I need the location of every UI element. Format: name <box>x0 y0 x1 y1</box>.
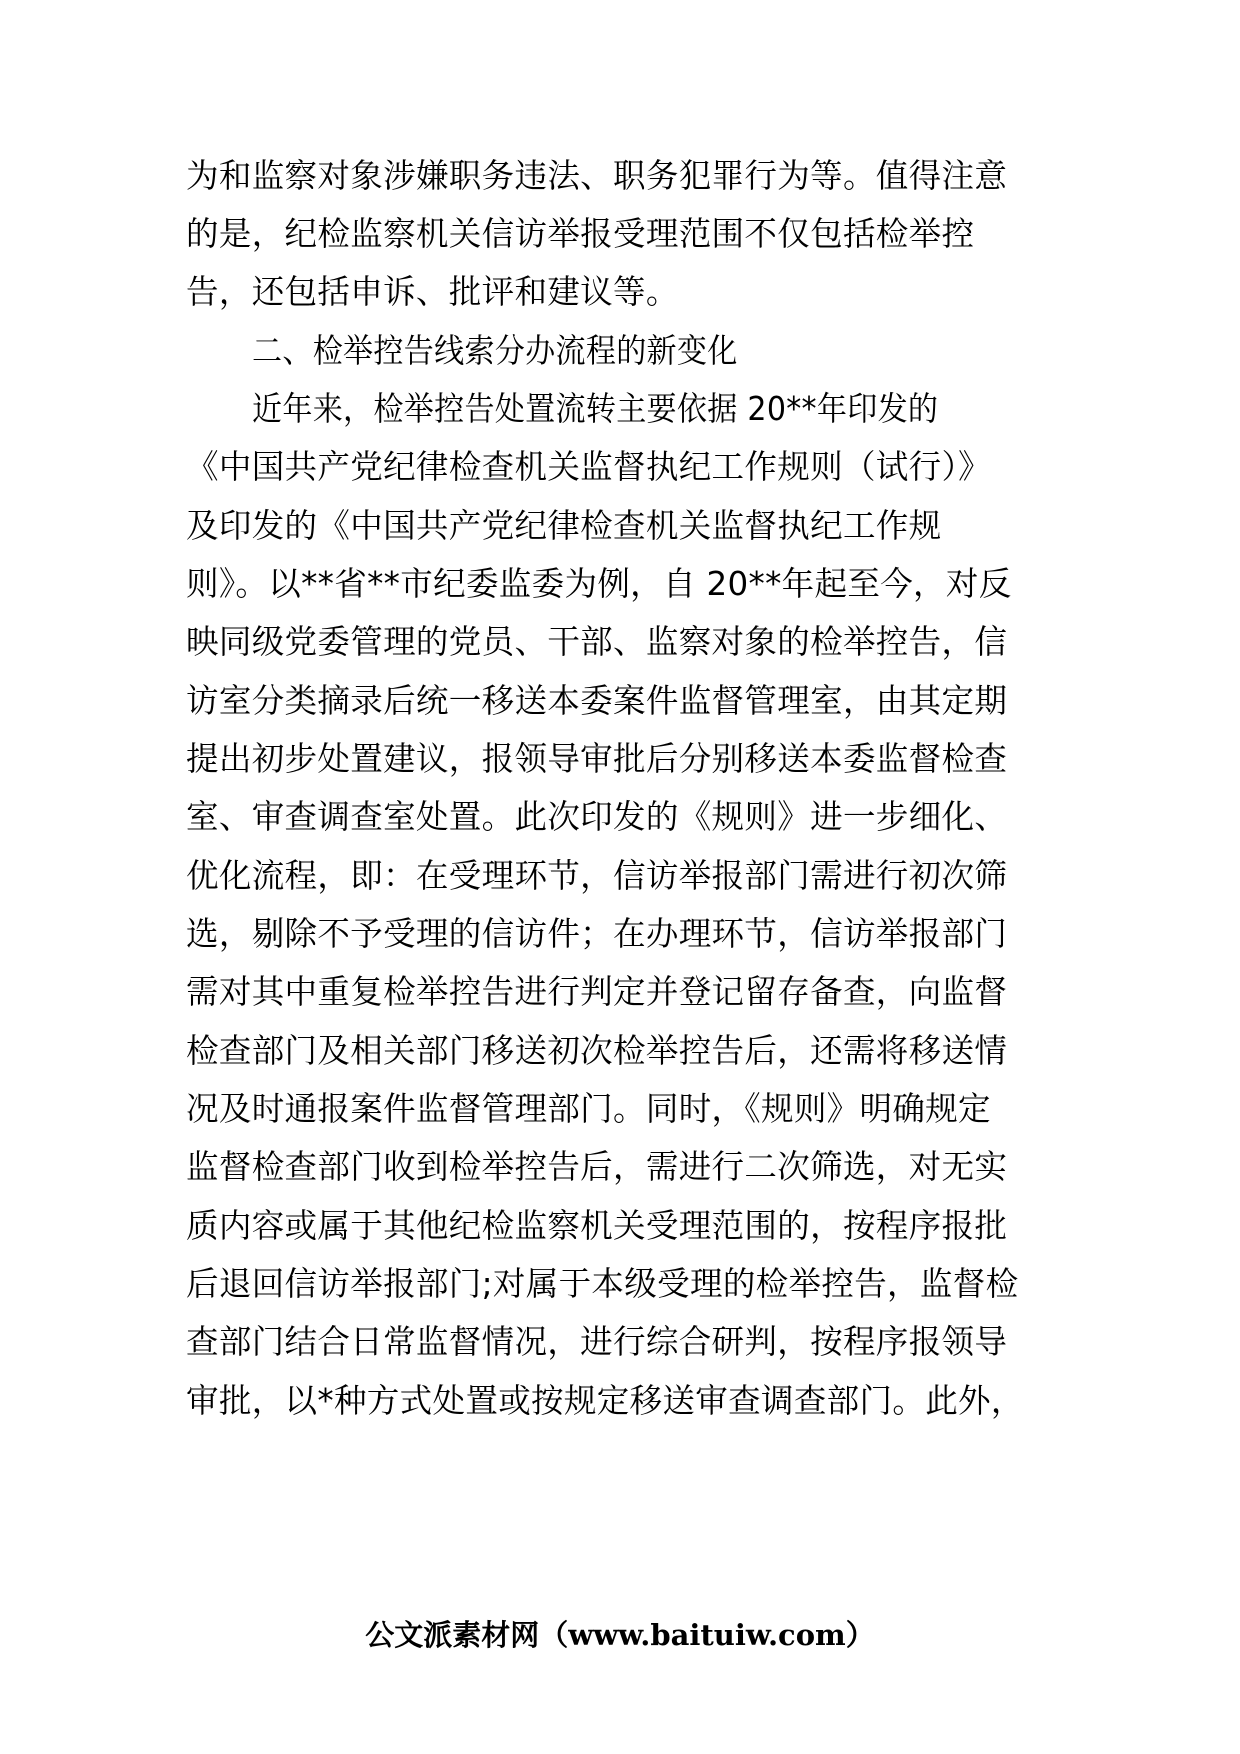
text-line: 近年来，检举控告处置流转主要依据 20**年印发的 <box>252 389 939 428</box>
text-line: 提出初步处置建议，报领导审批后分别移送本委监督检查 <box>186 739 1008 778</box>
text-line: 审批，以*种方式处置或按规定移送审查调查部门。此外， <box>186 1381 1024 1420</box>
text-line: 后退回信访举报部门;对属于本级受理的检举控告，监督检 <box>186 1264 1019 1303</box>
text-line: 选，剔除不予受理的信访件；在办理环节，信访举报部门 <box>186 914 1008 953</box>
text-line: 及印发的《中国共产党纪律检查机关监督执纪工作规 <box>186 506 942 545</box>
text-line: 监督检查部门收到检举控告后，需进行二次筛选，对无实 <box>186 1147 1008 1186</box>
text-line: 室、审查调查室处置。此次印发的《规则》进一步细化、 <box>186 797 1008 836</box>
text-line: 则》。以**省**市纪委监委为例，自 20**年起至今，对反 <box>186 564 1012 603</box>
text-line: 告，还包括申诉、批评和建议等。 <box>186 272 679 311</box>
text-line: 优化流程，即：在受理环节，信访举报部门需进行初次筛 <box>186 856 1008 895</box>
text-line: 况及时通报案件监督管理部门。同时，《规则》明确规定 <box>186 1089 991 1128</box>
section-heading: 二、检举控告线索分办流程的新变化 <box>252 331 738 370</box>
text-line: 需对其中重复检举控告进行判定并登记留存备查，向监督 <box>186 972 1008 1011</box>
text-line: 为和监察对象涉嫌职务违法、职务犯罪行为等。值得注意 <box>186 156 1008 195</box>
text-line: 检查部门及相关部门移送初次检举控告后，还需将移送情 <box>186 1031 1008 1070</box>
text-line: 查部门结合日常监督情况，进行综合研判，按程序报领导 <box>186 1322 1008 1361</box>
text-line: 访室分类摘录后统一移送本委案件监督管理室，由其定期 <box>186 681 1008 720</box>
text-line: 《中国共产党纪律检查机关监督执纪工作规则（试行）》 <box>186 447 991 486</box>
text-line: 质内容或属于其他纪检监察机关受理范围的，按程序报批 <box>186 1206 1008 1245</box>
footer-watermark: 公文派素材网（www.baituiw.com） <box>365 1618 875 1652</box>
text-line: 映同级党委管理的党员、干部、监察对象的检举控告，信 <box>186 622 1008 661</box>
text-line: 的是，纪检监察机关信访举报受理范围不仅包括检举控 <box>186 214 975 253</box>
